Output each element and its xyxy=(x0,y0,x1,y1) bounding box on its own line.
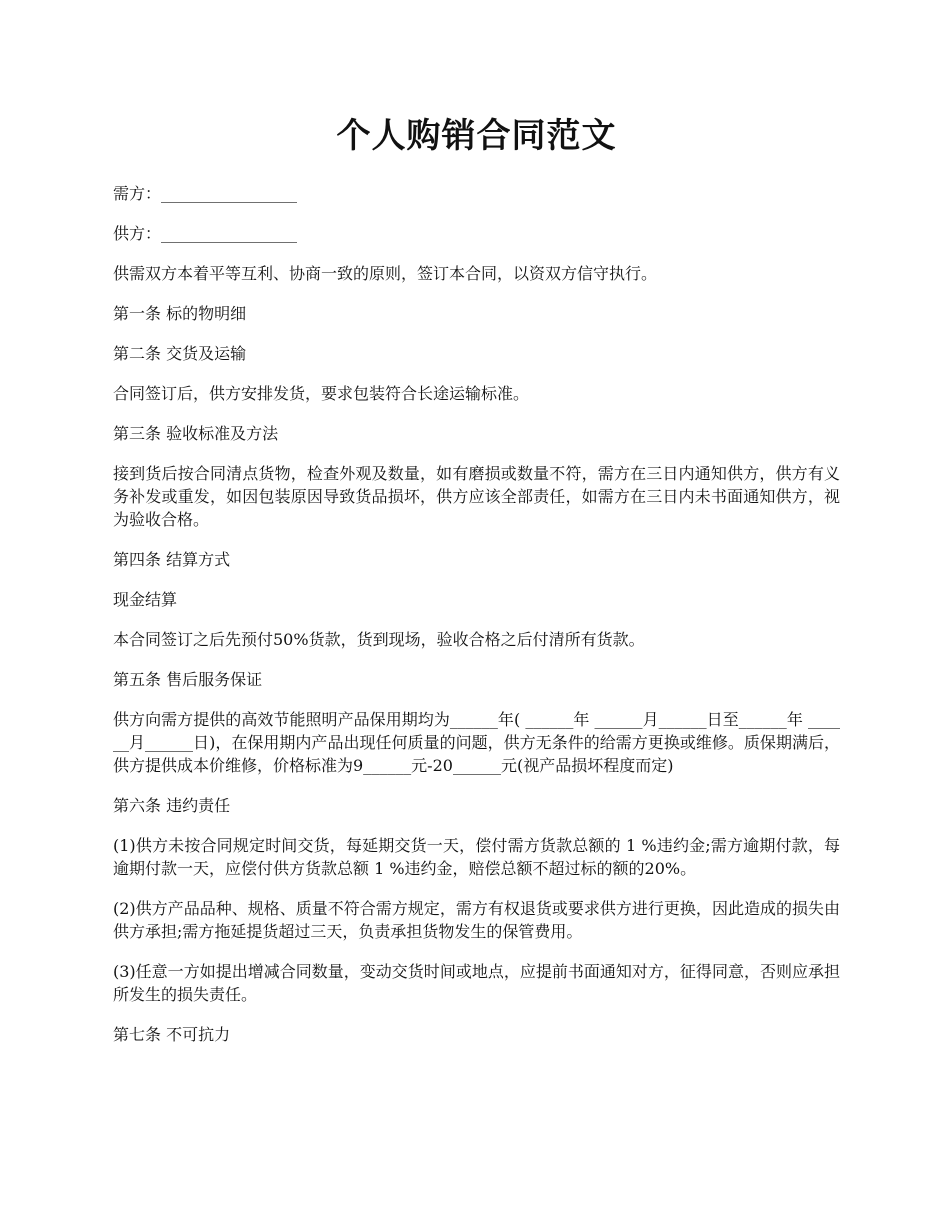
article-4-method: 现金结算 xyxy=(113,590,178,609)
article-6-heading: 第六条 违约责任 xyxy=(113,796,231,815)
article-2-heading: 第二条 交货及运输 xyxy=(113,344,247,363)
article-6-clause-2: (2)供方产品品种、规格、质量不符合需方规定，需方有权退货或要求供方进行更换，因此造成的损失由供方承担;需方拖延提货超过三天，负责承担货物发生的保管费用。 xyxy=(113,899,840,941)
article-6-clause-3: (3)任意一方如提出增减合同数量，变动交货时间或地点，应提前书面通知对方，征得同意，否则应承担所发生的损失责任。 xyxy=(113,962,840,1004)
preamble-paragraph: 供需双方本着平等互利、协商一致的原则，签订本合同，以资双方信守执行。 xyxy=(113,264,658,283)
article-3-paragraph: 接到货后按合同清点货物，检查外观及数量，如有磨损或数量不符，需方在三日内通知供方，供方有义务补发或重发，如因包装原因导致货品损坏，供方应该全部责任，如需方在三日内未书面通知供方，视为验收合格。 xyxy=(113,464,840,529)
article-7-heading: 第七条 不可抗力 xyxy=(113,1025,231,1044)
article-3-heading: 第三条 验收标准及方法 xyxy=(113,424,279,443)
buyer-line: 需方：_________________ xyxy=(113,184,298,203)
article-4-paragraph: 本合同签订之后先预付50%货款，货到现场，验收合格之后付清所有货款。 xyxy=(113,630,645,649)
article-6-clause-1: (1)供方未按合同规定时间交货，每延期交货一天，偿付需方货款总额的 1 %违约金;需方逾期付款，每逾期付款一天，应偿付供方货款总额 1 %违约金，赔偿总额不超过标的额的20%。 xyxy=(113,836,840,878)
article-1-heading: 第一条 标的物明细 xyxy=(113,304,247,323)
article-5-paragraph: 供方向需方提供的高效节能照明产品保用期均为______年( ______年 ______月______日至______年 ______月______日)，在保用期内产品出现任何质量的问题，供方无条件的给需方更换或维修。质保期满后，供方提供成本价维修，价格标准为9______元-20______元(视产品损坏程度而定) xyxy=(113,710,840,775)
article-2-paragraph: 合同签订后，供方安排发货，要求包装符合长途运输标准。 xyxy=(113,384,530,403)
article-5-heading: 第五条 售后服务保证 xyxy=(113,670,263,689)
article-4-heading: 第四条 结算方式 xyxy=(113,550,231,569)
document-title: 个人购销合同范文 xyxy=(336,116,617,156)
supplier-line: 供方：_________________ xyxy=(113,224,298,243)
